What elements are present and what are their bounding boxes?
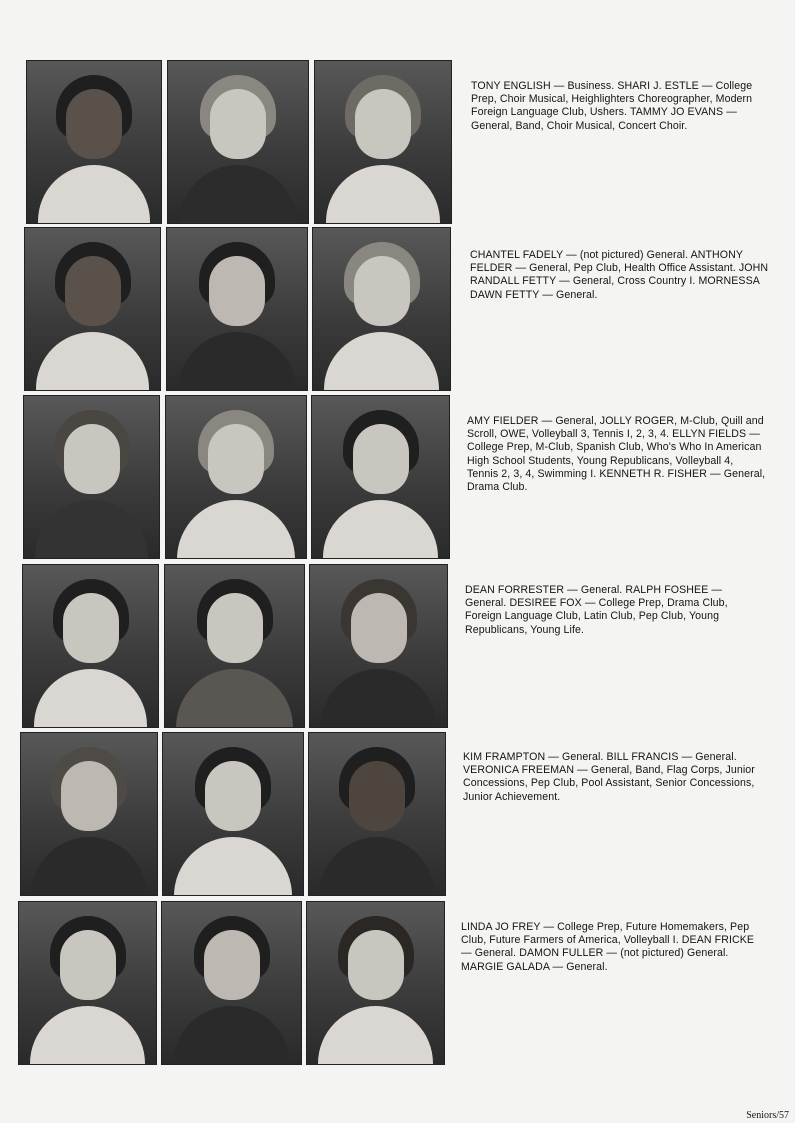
portrait-photo	[166, 227, 308, 391]
caption-row-1: TONY ENGLISH — Business. SHARI J. ESTLE — College Prep, Choir Musical, Heighlighters Choreographer, Modern Foreign Language Club, Ushers. TAMMY JO EVANS — General, Band, Choir Musical, Concert Choir.	[471, 80, 753, 132]
portrait-photo	[26, 60, 162, 224]
portrait-photo	[23, 395, 160, 559]
portrait-photo	[22, 564, 159, 728]
portrait-photo	[167, 60, 309, 224]
caption-row-2: CHANTEL FADELY — (not pictured) General. ANTHONY FELDER — General, Pep Club, Health Office Assistant. JOHN RANDALL FETTY — General, Cross Country I. MORNESSA DAWN FETTY — General.	[470, 249, 769, 301]
caption-row-6: LINDA JO FREY — College Prep, Future Homemakers, Pep Club, Future Farmers of America, Volleyball I. DEAN FRICKE — General. DAMON FULLER — (not pictured) General. MARGIE GALADA — General.	[461, 921, 755, 973]
portrait-photo	[162, 732, 304, 896]
portrait-photo	[308, 732, 446, 896]
portrait-photo	[24, 227, 161, 391]
portrait-row	[26, 60, 456, 226]
portrait-photo	[309, 564, 448, 728]
portrait-photo	[311, 395, 450, 559]
caption-row-4: DEAN FORRESTER — General. RALPH FOSHEE — General. DESIREE FOX — College Prep, Drama Club, Foreign Language Club, Latin Club, Pep Club, Young Republicans, Young Life.	[465, 584, 728, 636]
caption-row-3: AMY FIELDER — General, JOLLY ROGER, M-Club, Quill and Scroll, OWE, Volleyball 3, Tennis I, 2, 3, 4. ELLYN FIELDS — College Prep, M-Club, Spanish Club, Who's Who In American High School Students, Young Republicans, Volleyball 4, Tennis 2, 3, 4, Swimming I. KENNETH R. FISHER — General, Drama Club.	[467, 415, 766, 494]
portrait-photo	[306, 901, 445, 1065]
portrait-photo	[161, 901, 302, 1065]
caption-row-5: KIM FRAMPTON — General. BILL FRANCIS — General. VERONICA FREEMAN — General, Band, Flag Corps, Junior Concessions, Pep Club, Pool Assistant, Senior Concessions, Junior Achievement.	[463, 751, 755, 803]
portrait-photo	[165, 395, 307, 559]
portrait-photo	[314, 60, 452, 224]
portrait-photo	[312, 227, 451, 391]
page-folio: Seniors/57	[746, 1110, 789, 1121]
portrait-row	[24, 227, 454, 393]
portrait-photo	[20, 732, 158, 896]
portrait-row	[20, 732, 450, 898]
portrait-row	[22, 564, 452, 730]
portrait-photo	[18, 901, 157, 1065]
portrait-row	[18, 901, 448, 1067]
portrait-row	[23, 395, 453, 561]
portrait-photo	[164, 564, 305, 728]
